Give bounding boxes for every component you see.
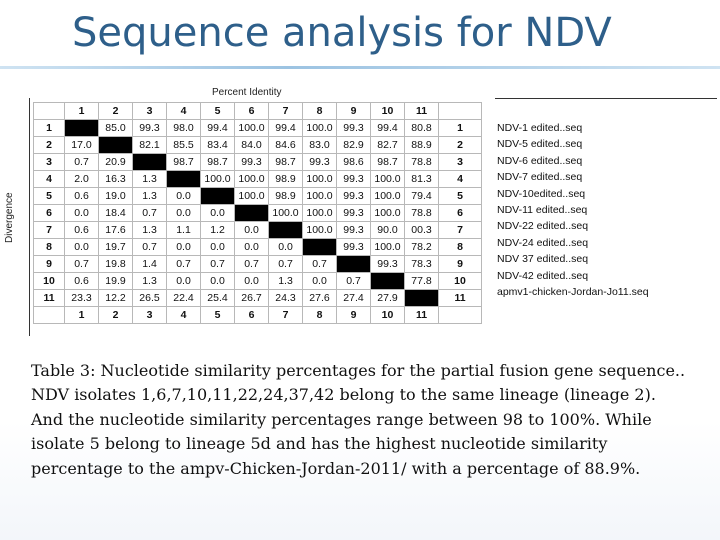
table-row [34, 290, 482, 307]
matrix-cell: 27.6 [303, 290, 337, 307]
matrix-cell: 98.9 [269, 188, 303, 205]
column-footer: 7 [269, 307, 303, 324]
matrix-cell: 17.6 [99, 222, 133, 239]
matrix-cell: 82.1 [133, 137, 167, 154]
matrix-cell: 0.7 [167, 256, 201, 273]
row-header: 3 [34, 154, 65, 171]
matrix-cell: 19.7 [99, 239, 133, 256]
column-footer: 1 [65, 307, 99, 324]
matrix-cell: 0.7 [201, 256, 235, 273]
matrix-cell: 100.0 [303, 188, 337, 205]
matrix-cell: 82.7 [371, 137, 405, 154]
matrix-cell: 23.3 [65, 290, 99, 307]
matrix-cell: 0.0 [201, 239, 235, 256]
matrix-cell: 0.7 [133, 205, 167, 222]
diagonal-cell [371, 273, 405, 290]
matrix-cell: 26.7 [235, 290, 269, 307]
axis-line-horizontal [495, 98, 717, 99]
matrix-cell: 18.4 [99, 205, 133, 222]
matrix-cell: 0.7 [65, 154, 99, 171]
diagonal-cell [235, 205, 269, 222]
sequence-label: NDV-22 edited..seq [497, 220, 589, 233]
matrix-cell: 12.2 [99, 290, 133, 307]
matrix-cell: 100.0 [371, 205, 405, 222]
matrix-cell: 98.9 [269, 171, 303, 188]
sequence-label: NDV-1 edited..seq [497, 122, 583, 134]
matrix-cell: 22.4 [167, 290, 201, 307]
corner-cell [439, 307, 482, 324]
matrix-cell: 19.0 [99, 188, 133, 205]
matrix-cell: 1.4 [133, 256, 167, 273]
row-header-right: 11 [439, 290, 482, 307]
sequence-label: NDV-6 edited..seq [497, 154, 583, 167]
matrix-cell: 100.0 [303, 120, 337, 137]
matrix-cell: 100.0 [235, 120, 269, 137]
matrix-cell: 99.3 [337, 171, 371, 188]
table-caption: Table 3: Nucleotide similarity percentages for the partial fusion gene sequence.. NDV isolates 1,6,7,10,11,22,24,37,42 belong to the same lineage (lineage 2). And the nucleotide similarity percentages range between 98 to 100%. While isolate 5 belong to lineage 5d and has the highest nucleotide similarity percentage to the ampv-Chicken-Jordan-2011/ with a percentage of 88.9%. [31, 361, 686, 478]
matrix-cell: 0.7 [65, 256, 99, 273]
column-header: 10 [371, 103, 405, 120]
diagonal-cell [167, 171, 201, 188]
column-header: 2 [99, 103, 133, 120]
sequence-label: NDV 37 edited..seq [497, 253, 589, 266]
matrix-cell: 83.4 [201, 137, 235, 154]
matrix-cell: 99.4 [269, 120, 303, 137]
matrix-cell: 1.3 [133, 171, 167, 188]
matrix-cell: 100.0 [201, 171, 235, 188]
matrix-cell: 82.9 [337, 137, 371, 154]
diagonal-cell [337, 256, 371, 273]
diagonal-cell [269, 222, 303, 239]
table-header-row [34, 103, 482, 120]
matrix-cell: 0.0 [235, 239, 269, 256]
diagonal-cell [201, 188, 235, 205]
matrix-cell: 27.4 [337, 290, 371, 307]
matrix-cell: 24.3 [269, 290, 303, 307]
column-footer: 4 [167, 307, 201, 324]
matrix-cell: 98.7 [371, 154, 405, 171]
divergence-label: Divergence [4, 192, 15, 243]
matrix-cell: 99.3 [337, 188, 371, 205]
column-header: 11 [405, 103, 439, 120]
diagonal-cell [303, 239, 337, 256]
matrix-cell: 20.9 [99, 154, 133, 171]
row-header: 2 [34, 137, 65, 154]
column-footer: 11 [405, 307, 439, 324]
sequence-label: NDV-42 edited..seq [497, 269, 589, 282]
table-row [34, 222, 482, 239]
column-header: 5 [201, 103, 235, 120]
matrix-cell: 25.4 [201, 290, 235, 307]
table-row [34, 120, 482, 137]
matrix-cell: 81.3 [405, 171, 439, 188]
row-header-right: 6 [439, 205, 482, 222]
matrix-cell: 99.3 [337, 239, 371, 256]
sequence-label: NDV-10edited..seq [497, 187, 586, 200]
row-header-right: 4 [439, 171, 482, 188]
matrix-cell: 1.2 [201, 222, 235, 239]
diagonal-cell [65, 120, 99, 137]
matrix-cell: 100.0 [303, 205, 337, 222]
column-header: 9 [337, 103, 371, 120]
matrix-cell: 100.0 [235, 188, 269, 205]
matrix-cell: 90.0 [371, 222, 405, 239]
row-header-right: 9 [439, 256, 482, 273]
row-header: 9 [34, 256, 65, 273]
axis-line-vertical [29, 98, 30, 336]
column-footer: 2 [99, 307, 133, 324]
matrix-cell: 19.9 [99, 273, 133, 290]
matrix-cell: 99.3 [337, 222, 371, 239]
matrix-cell: 78.2 [405, 239, 439, 256]
table-row [34, 188, 482, 205]
matrix-cell: 99.4 [201, 120, 235, 137]
column-footer: 8 [303, 307, 337, 324]
matrix-cell: 78.8 [405, 154, 439, 171]
identity-matrix-table [33, 102, 482, 324]
matrix-cell: 16.3 [99, 171, 133, 188]
matrix-cell: 99.3 [235, 154, 269, 171]
matrix-cell: 99.3 [337, 205, 371, 222]
matrix-cell: 98.6 [337, 154, 371, 171]
matrix-cell: 0.0 [269, 239, 303, 256]
matrix-cell: 0.0 [167, 273, 201, 290]
matrix-cell: 100.0 [303, 222, 337, 239]
matrix-cell: 100.0 [371, 171, 405, 188]
matrix-cell: 98.7 [201, 154, 235, 171]
matrix-cell: 1.3 [269, 273, 303, 290]
table-footer-row [34, 307, 482, 324]
row-header: 7 [34, 222, 65, 239]
matrix-cell: 99.3 [337, 120, 371, 137]
matrix-cell: 0.0 [65, 239, 99, 256]
column-header: 8 [303, 103, 337, 120]
column-footer: 10 [371, 307, 405, 324]
column-footer: 6 [235, 307, 269, 324]
column-header: 4 [167, 103, 201, 120]
diagonal-cell [405, 290, 439, 307]
column-footer: 3 [133, 307, 167, 324]
matrix-cell: 0.0 [235, 222, 269, 239]
row-header: 8 [34, 239, 65, 256]
matrix-cell: 99.4 [371, 120, 405, 137]
row-header-right: 2 [439, 137, 482, 154]
row-header: 11 [34, 290, 65, 307]
sequence-label: NDV-11 edited..seq [497, 204, 588, 216]
matrix-cell: 79.4 [405, 188, 439, 205]
matrix-cell: 27.9 [371, 290, 405, 307]
row-header-right: 8 [439, 239, 482, 256]
matrix-cell: 78.3 [405, 256, 439, 273]
matrix-cell: 80.8 [405, 120, 439, 137]
table-row [34, 154, 482, 171]
row-header-right: 3 [439, 154, 482, 171]
matrix-cell: 98.0 [167, 120, 201, 137]
matrix-cell: 0.0 [65, 205, 99, 222]
matrix-cell: 100.0 [303, 171, 337, 188]
matrix-cell: 0.6 [65, 222, 99, 239]
matrix-cell: 99.3 [133, 120, 167, 137]
sequence-label: NDV-5 edited..seq [497, 138, 583, 151]
matrix-cell: 26.5 [133, 290, 167, 307]
table-row [34, 171, 482, 188]
matrix-cell: 0.7 [337, 273, 371, 290]
matrix-cell: 100.0 [371, 239, 405, 256]
matrix-cell: 1.3 [133, 222, 167, 239]
sequence-label: apmv1-chicken-Jordan-Jo11.seq [497, 286, 649, 298]
matrix-cell: 99.3 [371, 256, 405, 273]
matrix-cell: 98.7 [269, 154, 303, 171]
matrix-cell: 83.0 [303, 137, 337, 154]
table-row [34, 256, 482, 273]
matrix-cell: 0.7 [235, 256, 269, 273]
percent-identity-label: Percent Identity [212, 87, 282, 98]
slide-title: Sequence analysis for NDV [72, 10, 612, 56]
matrix-cell: 84.6 [269, 137, 303, 154]
matrix-cell: 85.0 [99, 120, 133, 137]
sequence-label: NDV-24 edited..seq [497, 236, 589, 249]
matrix-cell: 0.0 [201, 273, 235, 290]
table-row [34, 137, 482, 154]
diagonal-cell [99, 137, 133, 154]
matrix-cell: 2.0 [65, 171, 99, 188]
matrix-cell: 0.6 [65, 273, 99, 290]
matrix-cell: 1.1 [167, 222, 201, 239]
matrix-cell: 100.0 [235, 171, 269, 188]
matrix-cell: 0.0 [167, 188, 201, 205]
table-row [34, 205, 482, 222]
matrix-cell: 0.0 [235, 273, 269, 290]
matrix-cell: 19.8 [99, 256, 133, 273]
matrix-cell: 88.9 [405, 137, 439, 154]
matrix-cell: 0.0 [167, 239, 201, 256]
matrix-cell: 1.3 [133, 273, 167, 290]
column-header: 1 [65, 103, 99, 120]
row-header-right: 7 [439, 222, 482, 239]
row-header-right: 5 [439, 188, 482, 205]
row-header: 5 [34, 188, 65, 205]
row-header-right: 1 [439, 120, 482, 137]
title-divider [0, 66, 720, 69]
row-header: 10 [34, 273, 65, 290]
matrix-cell: 1.3 [133, 188, 167, 205]
matrix-cell: 100.0 [269, 205, 303, 222]
column-header: 3 [133, 103, 167, 120]
matrix-cell: 00.3 [405, 222, 439, 239]
matrix-cell: 84.0 [235, 137, 269, 154]
column-header: 6 [235, 103, 269, 120]
matrix-cell: 17.0 [65, 137, 99, 154]
matrix-cell: 78.8 [405, 205, 439, 222]
sequence-label: NDV-7 edited..seq [497, 171, 583, 184]
diagonal-cell [133, 154, 167, 171]
corner-cell [439, 103, 482, 120]
row-header: 4 [34, 171, 65, 188]
corner-cell [34, 307, 65, 324]
matrix-cell: 0.0 [303, 273, 337, 290]
matrix-cell: 85.5 [167, 137, 201, 154]
corner-cell [34, 103, 65, 120]
table-row [34, 273, 482, 290]
column-footer: 5 [201, 307, 235, 324]
table-row [34, 239, 482, 256]
matrix-cell: 100.0 [371, 188, 405, 205]
matrix-cell: 0.7 [303, 256, 337, 273]
matrix-cell: 77.8 [405, 273, 439, 290]
row-header: 1 [34, 120, 65, 137]
matrix-cell: 99.3 [303, 154, 337, 171]
matrix-cell: 0.0 [201, 205, 235, 222]
matrix-cell: 0.6 [65, 188, 99, 205]
column-footer: 9 [337, 307, 371, 324]
row-header: 6 [34, 205, 65, 222]
matrix-cell: 0.7 [269, 256, 303, 273]
matrix-cell: 0.7 [133, 239, 167, 256]
matrix-cell: 98.7 [167, 154, 201, 171]
row-header-right: 10 [439, 273, 482, 290]
column-header: 7 [269, 103, 303, 120]
matrix-cell: 0.0 [167, 205, 201, 222]
